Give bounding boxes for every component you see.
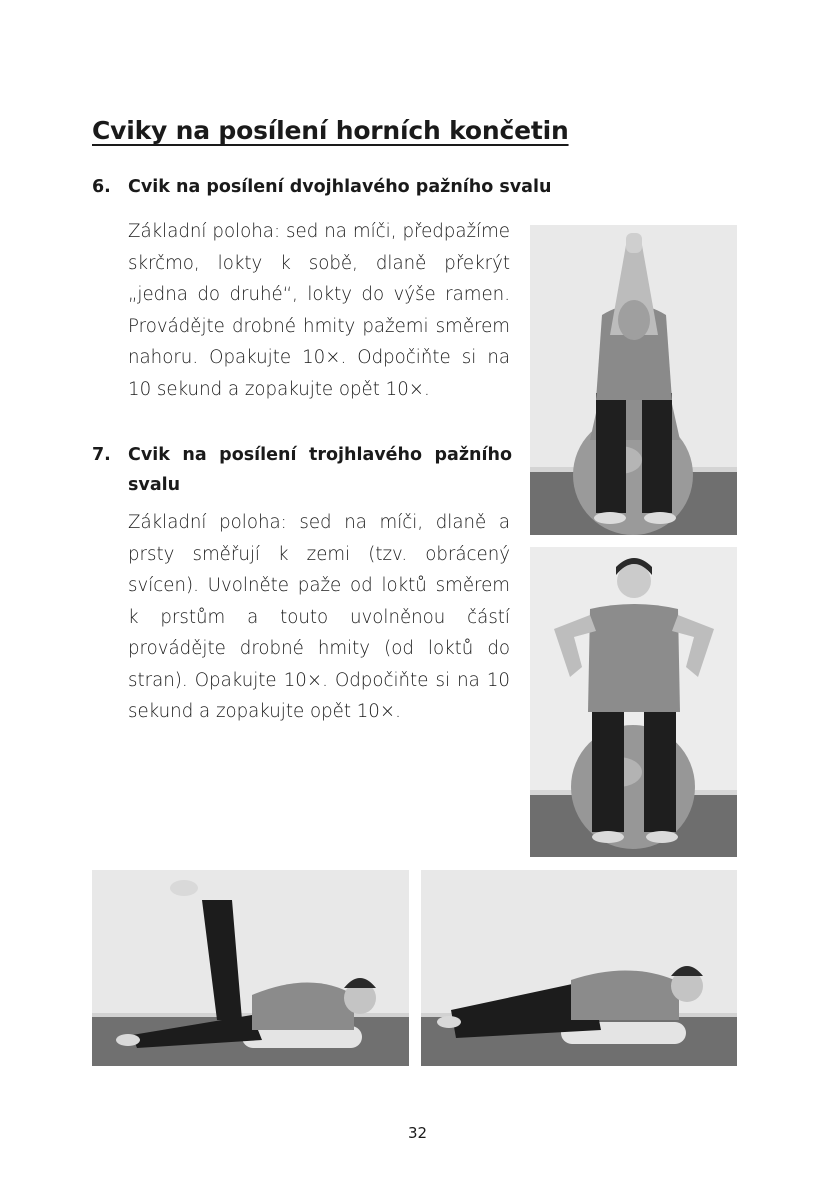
page-number: 32 [407, 1124, 428, 1142]
exercise-7-number: 7. [92, 445, 111, 465]
seated-arms-raised-photo [530, 225, 737, 535]
exercise-6-number: 6. [92, 177, 111, 197]
exercise-6-heading [92, 172, 612, 202]
exercise-7-description: Základní poloha: sed na míči, dlaně a prsty směřují k zemi (tzv. obrácený svícen). Uvolněte paže od loktů směrem k prstům a touto uvolněnou částí provádějte drobné hmity (od loktů do stran). Opakujte 10×. Odpočiňte si na 10 sekund a zopakujte opět 10×. [128, 512, 510, 722]
figure-8a-photo [92, 870, 409, 1066]
figure-8b-photo [421, 870, 737, 1066]
page-title: Cviky na posílení horních končetin [92, 116, 569, 145]
seated-arms-down-photo [530, 547, 737, 857]
figure-7-photo [530, 547, 737, 857]
exercise-6-description: Základní poloha: sed na míči, předpažíme skrčmo, lokty k sobě, dlaně překrýt „jedna do druhé“, lokty do výše ramen. Provádějte drobné hmity pažemi směrem nahoru. Opakujte 10×. Odpočiňte si na 10 sekund a zopakujte opět 10×. [128, 221, 510, 400]
figure-6-photo [530, 225, 737, 535]
lying-leg-raised-photo [92, 870, 409, 1066]
exercise-7-title: Cvik na posílení trojhlavého pažního svalu [128, 445, 512, 495]
exercise-7-heading [92, 440, 512, 500]
exercise-6-title: Cvik na posílení dvojhlavého pažního svalu [128, 177, 552, 197]
lying-leg-lowered-photo [421, 870, 737, 1066]
